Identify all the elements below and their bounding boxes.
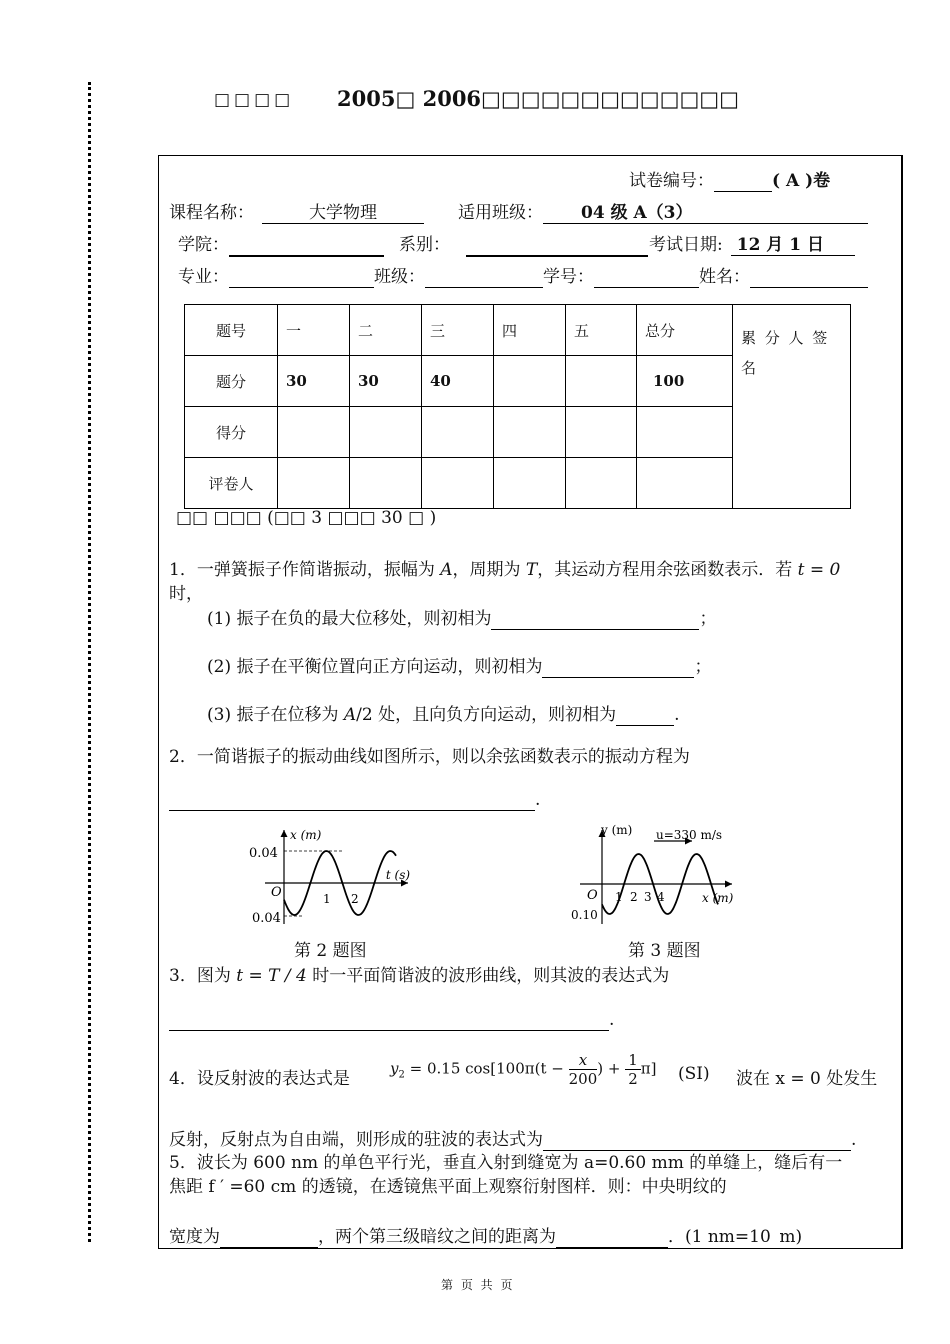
page-footer: 第 页 共 页 (441, 1278, 513, 1292)
table-cell (566, 356, 637, 407)
signer-cell: 累 分 人 签 名 (733, 305, 851, 509)
q1-text-c: ，其运动方程用余弦函数表示．若 (537, 560, 798, 580)
paper-no-label: 试卷编号： (629, 171, 714, 191)
fig2-ytop-label: 0.04 (249, 846, 278, 861)
table-cell: 30 (350, 356, 422, 407)
q1-stem-cont: 时， (169, 584, 203, 604)
q1-var-t: T (525, 560, 538, 580)
q4-si-unit: (SI) (678, 1064, 710, 1084)
dept-label: 系别： (399, 235, 450, 255)
dept-row (399, 230, 648, 257)
fig3-origin-label: O (587, 888, 598, 903)
table-cell[interactable] (422, 407, 494, 458)
q1-part-3-var: A (343, 705, 357, 725)
q1-part-2 (207, 652, 711, 678)
table-cell[interactable] (637, 458, 733, 509)
fig3-x-label: x (m) (702, 891, 734, 905)
q1-part-3-text-b: /2 处，且向负方向运动，则初相为 (356, 705, 617, 725)
q3-answer-blank[interactable] (169, 1010, 609, 1031)
q5-answer-2-blank[interactable] (556, 1227, 668, 1248)
student-no-label: 学号： (543, 267, 594, 287)
paper-no-row (629, 166, 830, 192)
class-scope-row (458, 198, 868, 224)
table-cell[interactable] (422, 458, 494, 509)
paper-no-value: ( A )卷 (772, 171, 831, 191)
fig3-y-label: y (m) (601, 823, 633, 837)
table-cell: 二 (350, 305, 422, 356)
question-4-stem: 4．设反射波的表达式是 (169, 1069, 350, 1089)
table-cell: 一 (278, 305, 350, 356)
table-cell: 30 (278, 356, 350, 407)
table-cell: 五 (566, 305, 637, 356)
question-5-line-3 (169, 1222, 802, 1248)
fig2-tick-label: 1 (323, 892, 331, 906)
question-2-stem: 2．一简谐振子的振动曲线如图所示，则以余弦函数表示的振动方程为 (169, 747, 690, 767)
course-label: 课程名称： (169, 203, 254, 223)
class-scope-value: 04 级 A（3） (543, 198, 868, 224)
q4-end: . (851, 1130, 857, 1150)
q1-var-a: A (440, 560, 453, 580)
q1-answer-1-blank[interactable] (491, 609, 699, 630)
section-heading: □□ □□□ (□□ 3 □□□ 30 □ ) (176, 508, 437, 528)
fig2-x-label: x (m) (290, 828, 322, 842)
q1-part-3-end: . (674, 705, 680, 725)
student-row (178, 262, 868, 288)
question-3-stem (169, 961, 669, 986)
q5-answer-1-blank[interactable] (220, 1227, 318, 1248)
q4-fraction-x (569, 1051, 598, 1088)
class-scope-label: 适用班级： (458, 203, 543, 223)
major-label: 专业： (178, 267, 229, 287)
q1-text-a: 1．一弹簧振子作简谐振动，振幅为 (169, 560, 441, 580)
figure-2-oscillation-curve (240, 820, 410, 930)
major-blank (229, 267, 374, 288)
fig2-origin-label: O (271, 885, 282, 900)
question-5-line-1: 5．波长为 600 nm 的单色平行光，垂直入射到缝宽为 a=0.60 mm 的单缝上，缝后有一 (169, 1153, 843, 1173)
q5-text-c: ．(1 nm=10 (668, 1227, 771, 1247)
q2-answer-row (169, 790, 540, 811)
q4-frac1-num: x (578, 1051, 588, 1069)
table-cell: 题号 (185, 305, 278, 356)
q4-eq-sub: 2 (398, 1069, 405, 1081)
table-cell: 题分 (185, 356, 278, 407)
college-row (178, 230, 384, 257)
exam-title: 2005□ 2006□□□□□□□□□□□□□ (337, 86, 739, 111)
course-row (169, 198, 424, 224)
q4-tail: 波在 x = 0 处发生 (736, 1069, 878, 1089)
table-row (185, 305, 851, 356)
table-cell: 评卷人 (185, 458, 278, 509)
fig3-tick-label: 1 (615, 890, 623, 904)
q3-end: . (609, 1010, 615, 1030)
q4-fraction-half (625, 1051, 641, 1088)
question-5-line-2: 焦距 f ′ =60 cm 的透镜，在透镜焦平面上观察衍射图样．则：中央明纹的 (169, 1177, 727, 1197)
q3-text-a: 3．图为 (169, 966, 237, 986)
name-blank (750, 267, 868, 288)
q4-frac1-den: 200 (568, 1070, 598, 1088)
table-cell: 40 (422, 356, 494, 407)
table-cell[interactable] (278, 407, 350, 458)
q1-part-3-text-a: (3) 振子在位移为 (207, 705, 344, 725)
q5-text-d: m) (773, 1227, 803, 1247)
q4-frac2-num: 1 (625, 1051, 641, 1070)
q5-text-a: 宽度为 (169, 1227, 220, 1247)
q1-part-2-text: (2) 振子在平衡位置向正方向运动，则初相为 (207, 657, 543, 677)
table-cell[interactable] (350, 407, 422, 458)
q4-line-2-text: 反射，反射点为自由端，则形成的驻波的表达式为 (169, 1130, 543, 1150)
question-1-stem (169, 555, 840, 580)
table-cell[interactable] (566, 458, 637, 509)
exam-date-row (649, 230, 855, 256)
table-cell[interactable] (494, 458, 566, 509)
school-name: □□□□ (214, 90, 295, 110)
fig3-velocity-label: u=330 m/s (656, 828, 723, 842)
score-table (184, 304, 851, 509)
table-cell[interactable] (350, 458, 422, 509)
table-cell[interactable] (566, 407, 637, 458)
name-label: 姓名： (699, 267, 750, 287)
table-cell: 得分 (185, 407, 278, 458)
college-blank (229, 235, 384, 257)
class-label: 班级： (374, 267, 425, 287)
fig3-ybot-label: 0.10 (571, 908, 598, 922)
dept-blank (466, 235, 648, 257)
fig2-t-label: t (s) (385, 868, 410, 882)
q1-text-b: ，周期为 (452, 560, 526, 580)
table-cell (494, 356, 566, 407)
table-cell[interactable] (278, 458, 350, 509)
binding-margin-dotted-line (88, 82, 91, 1242)
fig2-tick-label: 2 (351, 892, 359, 906)
table-cell: 100 (637, 356, 733, 407)
q3-answer-row (169, 1010, 614, 1031)
q1-condition: t = 0 (797, 560, 841, 580)
fig2-ybot-label: 0.04 (252, 911, 281, 926)
class-blank (425, 267, 543, 288)
q5-text-b: ，两个第三级暗纹之间的距离为 (318, 1227, 556, 1247)
q4-equation (390, 1051, 657, 1088)
q4-eq-part-d: π] (640, 1059, 657, 1078)
q1-part-1-text: (1) 振子在负的最大位移处，则初相为 (207, 609, 492, 629)
exam-date-label: 考试日期: (649, 235, 723, 255)
figure-3-wave-curve (568, 820, 746, 930)
table-cell: 三 (422, 305, 494, 356)
q1-answer-3-blank[interactable] (616, 705, 674, 726)
q3-condition: t = T / 4 (236, 966, 307, 986)
q1-answer-2-blank[interactable] (542, 657, 694, 678)
college-label: 学院： (178, 235, 229, 255)
q2-answer-blank[interactable] (169, 790, 535, 811)
q4-frac2-den: 2 (628, 1070, 638, 1088)
fig3-tick-label: 2 (630, 890, 638, 904)
figure-3-caption: 第 3 题图 (628, 941, 701, 961)
q4-eq-part-b: = 0.15 cos[100π(t − (404, 1059, 564, 1078)
q1-part-1 (207, 604, 716, 630)
fig3-tick-label: 4 (657, 890, 665, 904)
q3-text-b: 时一平面简谐波的波形曲线，则其波的表达式为 (306, 966, 670, 986)
fig3-tick-label: 3 (644, 890, 652, 904)
q4-eq-y: y (390, 1059, 399, 1078)
q1-part-3 (207, 700, 680, 726)
exam-date-value: 12 月 1 日 (731, 230, 855, 256)
paper-no-blank (714, 171, 772, 192)
table-cell: 总分 (637, 305, 733, 356)
table-cell[interactable] (637, 407, 733, 458)
table-cell[interactable] (494, 407, 566, 458)
table-cell: 四 (494, 305, 566, 356)
q1-part-2-end: ； (694, 657, 712, 677)
q1-part-1-end: ； (699, 609, 717, 629)
figure-2-caption: 第 2 题图 (294, 941, 367, 961)
course-value: 大学物理 (262, 198, 424, 224)
q4-eq-part-c: ) + (597, 1059, 621, 1078)
q2-end: . (535, 790, 541, 810)
student-no-blank (594, 267, 699, 288)
